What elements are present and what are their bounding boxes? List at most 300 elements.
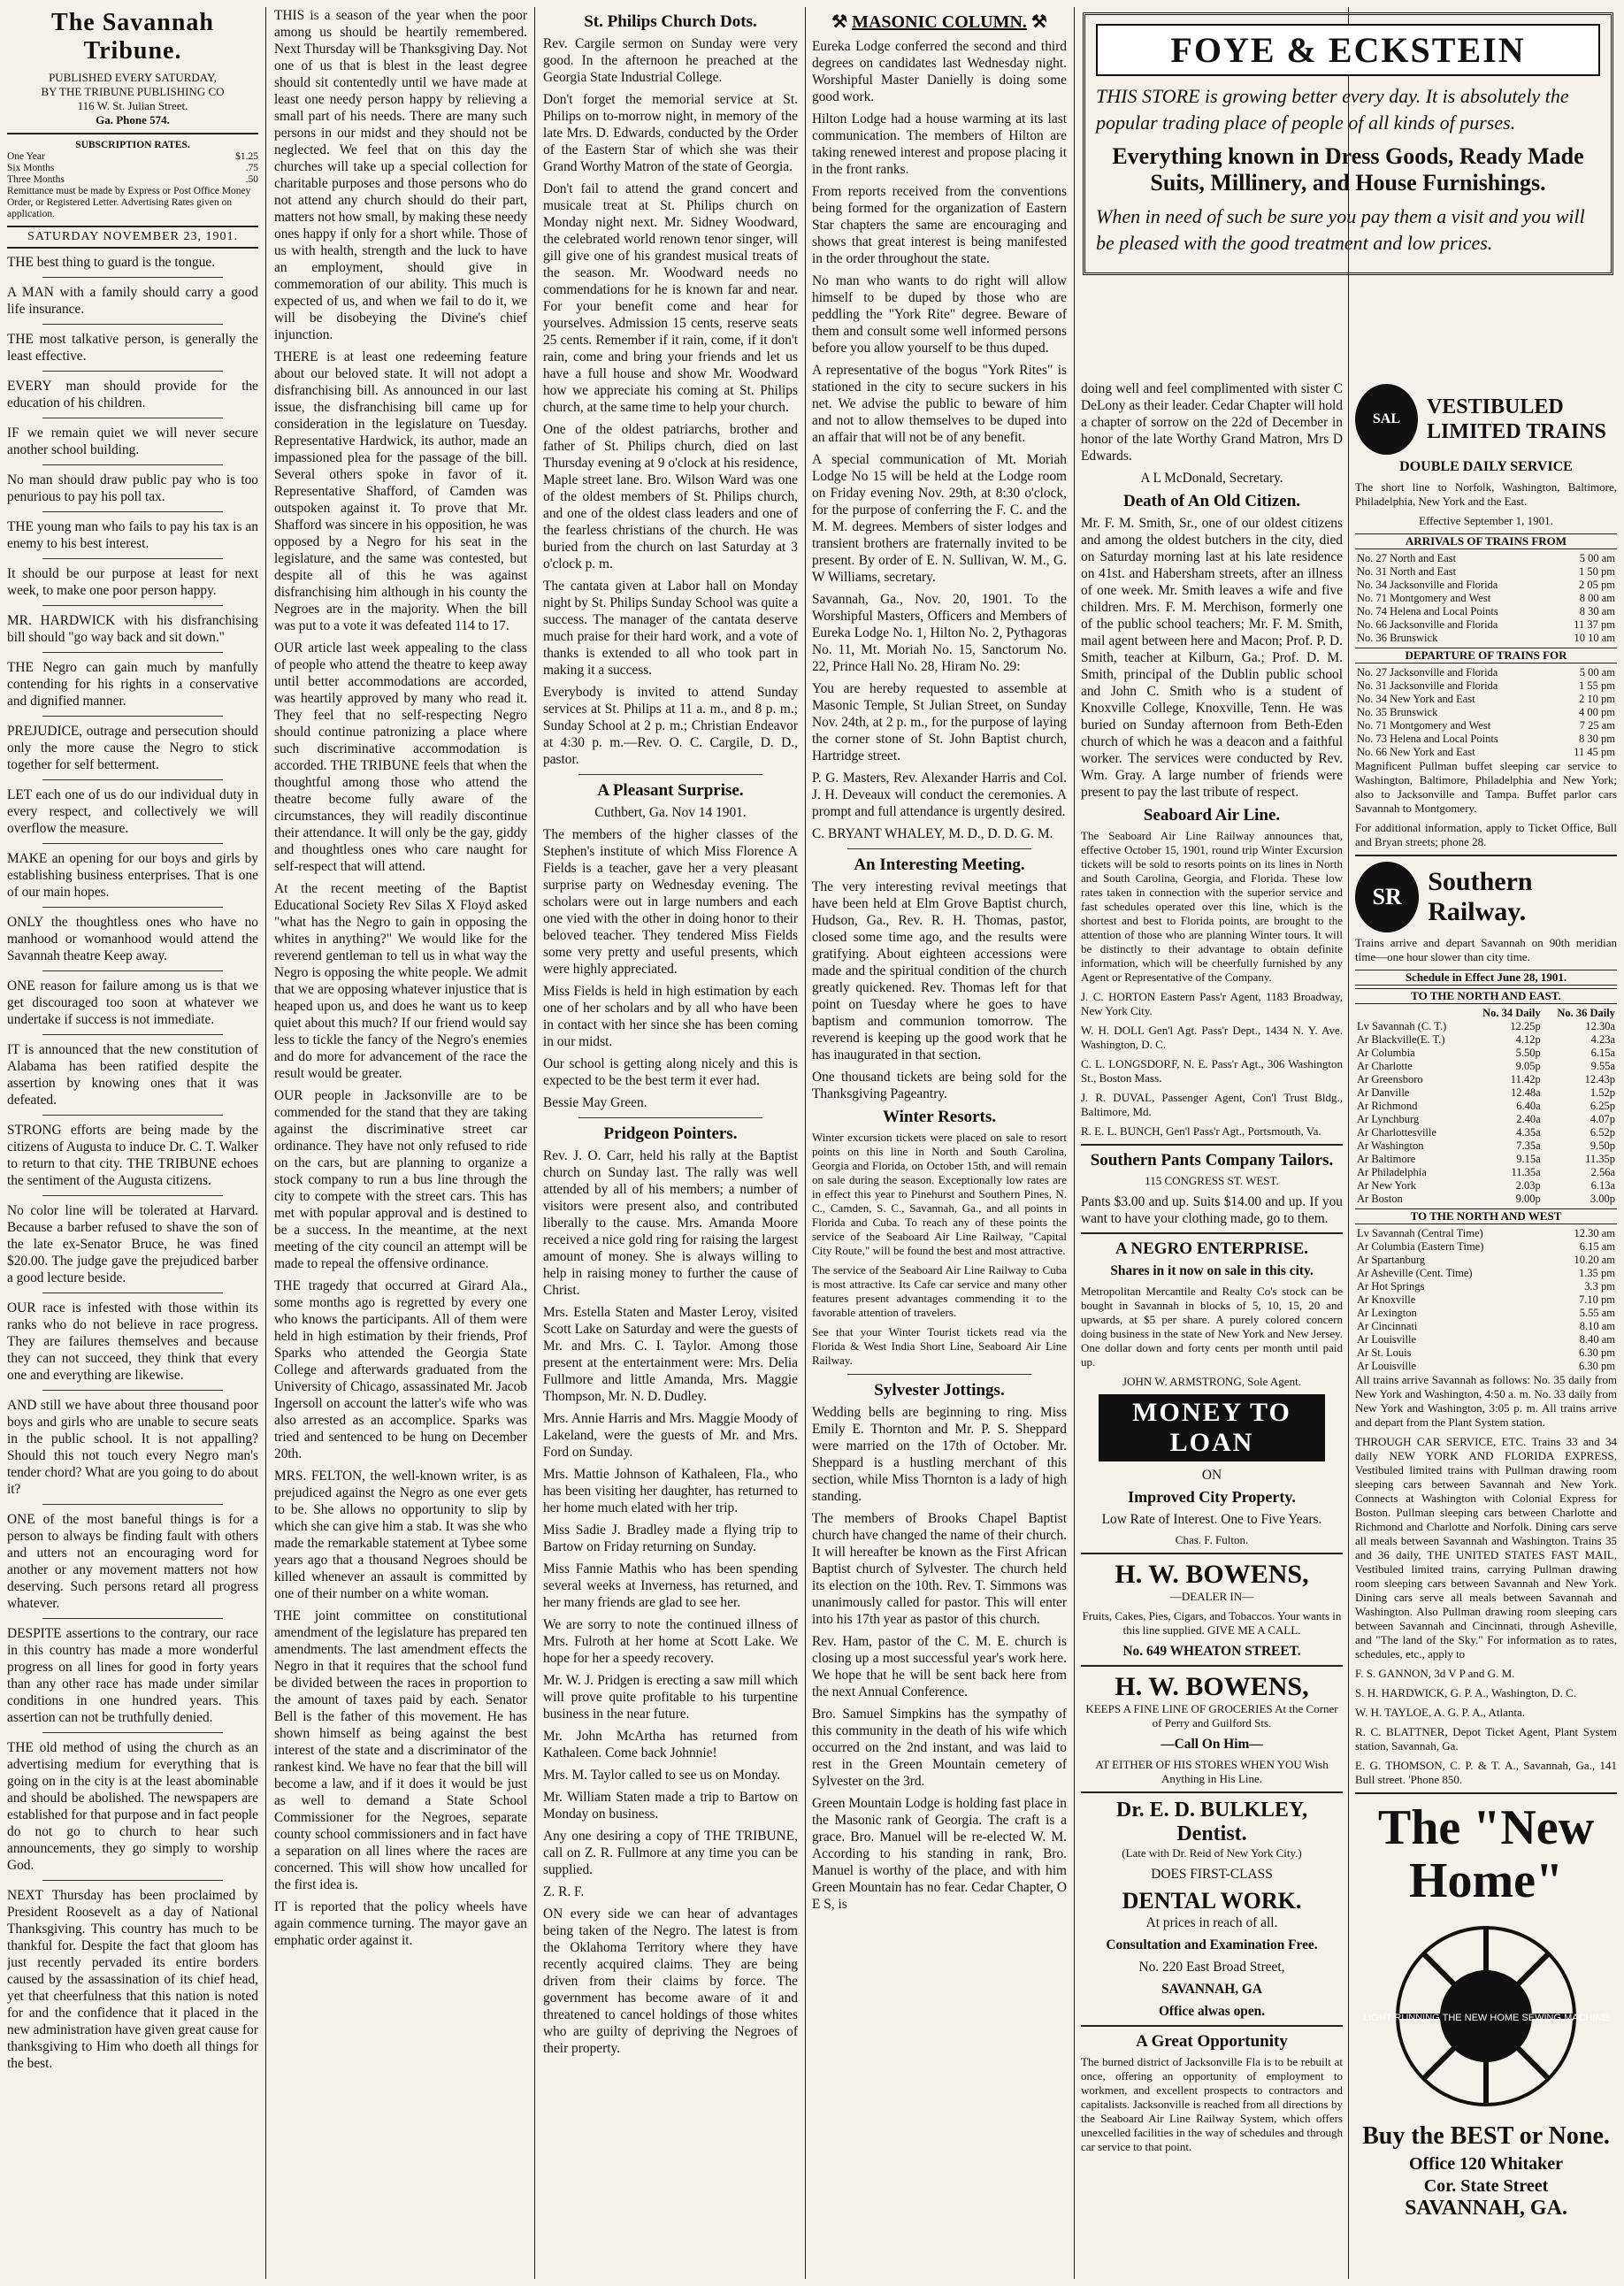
timetable-row bbox=[1355, 1254, 1617, 1267]
loan-property: Improved City Property. bbox=[1128, 1488, 1296, 1506]
timetable-station: Ar Hot Springs bbox=[1357, 1280, 1425, 1293]
pants-address: 115 CONGRESS ST. WEST. bbox=[1145, 1174, 1279, 1187]
timetable-station: No. 34 Jacksonville and Florida bbox=[1357, 579, 1498, 591]
editorial-paragraph: NEXT Thursday has been proclaimed by President Roosevelt as a day of National Thanksgiving. This country has much to be thankful for. Despite the fact that gloom has just recently pervaded its entire borders caused by the assassination of its chief head, yet that cheerfulness that this nation is noted for and the confidence that it placed in the new administration have given great cause for thanksgiving to Him who doeth all things for the best. bbox=[7, 1888, 258, 2071]
divider bbox=[1081, 1232, 1343, 1234]
article-paragraph: C. BRYANT WHALEY, M. D., D. D. G. M. bbox=[812, 826, 1053, 841]
timetable-time: 4.12p bbox=[1515, 1033, 1541, 1046]
heading-interesting-meeting: An Interesting Meeting. bbox=[854, 855, 1025, 874]
ad-line-2: Everything known in Dress Goods, Ready Made Suits, Millinery, and House Furnishings. bbox=[1112, 143, 1584, 196]
masonic-article bbox=[812, 38, 1067, 842]
pleasant-surprise-article bbox=[543, 826, 798, 1111]
timetable-station: Ar Baltimore bbox=[1357, 1153, 1416, 1165]
timetable-time: 10 10 am bbox=[1574, 632, 1615, 644]
article-paragraph: Don't fail to attend the grand concert and musicale treat at St. Philips church on Monday night next. Mr. Sidney Woodward, the celebrated world renown tenor singer, will gill give one of his grandest musical treats of the season. Mr. Woodward needs no commendations for he is known far and near. For your benefit come and hear for yourselves. Admission 15 cents, reserve seats 25 cents. Remember if it rain, come, if it don't rain, come and bring your friends and let us have a full house and show Mr. Woodward how we appreciate his coming at St. Philips church, at the same time to help your church. bbox=[543, 181, 798, 415]
divider bbox=[847, 1374, 1031, 1375]
divider bbox=[42, 779, 223, 780]
editorial-paragraphs bbox=[274, 7, 527, 1949]
double-daily: DOUBLE DAILY SERVICE bbox=[1399, 459, 1573, 474]
divider bbox=[7, 133, 258, 134]
editorial-paragraph: THE joint committee on constitutional amendment of the legislature has prepared ten amendments. The last amendment effects the Negro in that it requires that the school fund be divided between the races in proportion to the amount of taxes paid by each. Senator Bell is the father of this movement. He has shown himself as being against the best interest of the state and a discriminator of the rankest kind. We have no fear that the bill will become a law, and if it does it would be just as well to demand a State School Commissioner for the Negroes, separate county school commissioners and in fact have a separation on all lines where the races are concerned. This will show how uncalled for the first idea is. bbox=[274, 1608, 527, 1892]
timetable-time: 11 37 pm bbox=[1574, 618, 1615, 631]
seaboard-agents bbox=[1081, 990, 1343, 1139]
timetable-time: 10.20 am bbox=[1574, 1254, 1615, 1266]
timetable-station: No. 74 Helena and Local Points bbox=[1357, 605, 1498, 618]
editorial-paragraph: AND still we have about three thousand poor boys and girls who are unable to secure seats in the public school. It is not appalling? Should this not touch every Negro man's tender chord? What are you going to do about it? bbox=[7, 1398, 258, 1497]
timetable-station: No. 71 Montgomery and West bbox=[1357, 592, 1491, 604]
article-paragraph: Green Mountain Lodge is holding fast place in the Masonic rank of Georgia. The craft is a grace. Bro. Manuel will be re-elected W. M. According to his standing in rank, Bro. Manuel is worthy of the place, and with him Green Mountain has no fear. Cedar Chapter, O E S, is bbox=[812, 1796, 1067, 1912]
timetable-time: 8 30 pm bbox=[1579, 733, 1615, 745]
column-4 bbox=[812, 7, 1067, 2279]
article-paragraph: The cantata given at Labor hall on Monday night by St. Philips Sunday School was quite a success. The manager of the cantata deserve much praise for their hard work, and a vote of thanks is extended to all who took part in making it a success. bbox=[543, 579, 798, 678]
editorial-paragraph: OUR race is infested with those within its ranks who do not believe in race progress. They are failures themselves and because they can not succeed, they think that every one and everything are likewise. bbox=[7, 1300, 258, 1383]
timetable-time: 6.40a bbox=[1516, 1100, 1541, 1112]
article-paragraph: You are hereby requested to assemble at Masonic Temple, St Julian Street, on Sunday Nov. 24th, at 2 p. m., for the purpose of laying the corner stone of St. John Baptist church, Hartridge street. bbox=[812, 681, 1067, 763]
timetable-time: 11.35p bbox=[1585, 1153, 1615, 1165]
column-5 bbox=[1081, 380, 1343, 2279]
departures-heading: DEPARTURE OF TRAINS FOR bbox=[1355, 648, 1617, 664]
timetable-time: 1.52p bbox=[1590, 1086, 1615, 1099]
editorial-paragraph: OUR article last week appealing to the class of people who attend the theatre to keep away until better accommodations are accorded, was heartily approved by many who read it. They feel that no self-respecting Negro should continue patronizing a place where such discriminative accommodation is accorded. THE TRIBUNE feels that when the thoughtful among those who attend the theatre become fully aware of the circumstances, they will readily discontinue their attendance. It will only be the gay, giddy and thoughtless ones who care naught for self-respect that will attend. bbox=[274, 641, 527, 874]
editorial-paragraph: THE old method of using the church as an advertising medium for everything that is going on in the city is at the least abominable and should be abolished. The newspapers are established for that purpose and in fact people do not go to church to hear such announcements, they go simply to worship God. bbox=[7, 1740, 258, 1873]
pullman-text: Magnificent Pullman buffet sleeping car service to Washington, Baltimore, Philadelphia and New York; also to Jacksonville and Tampa. Buffet parlor cars Savannah to Montgomery. bbox=[1355, 759, 1617, 815]
timetable-row bbox=[1355, 1240, 1617, 1254]
west-heading: TO THE NORTH AND WEST bbox=[1355, 1208, 1617, 1224]
divider bbox=[42, 558, 223, 559]
timetable-station: Ar Asheville (Cent. Time) bbox=[1357, 1267, 1473, 1279]
article-paragraph: Mrs. M. Taylor called to see us on Monday. bbox=[543, 1768, 781, 1783]
timetable-station: Ar Charlotte bbox=[1357, 1060, 1413, 1072]
timetable-time: 1 55 pm bbox=[1579, 679, 1615, 692]
editorial-paragraph: A MAN with a family should carry a good life insurance. bbox=[7, 285, 258, 317]
agent-line: J. C. HORTON Eastern Pass'r Agent, 1183 Broadway, New York City. bbox=[1081, 990, 1343, 1017]
heading-pridgeon-pointers: Pridgeon Pointers. bbox=[603, 1124, 738, 1143]
divider bbox=[1355, 855, 1617, 856]
timetable-station: No. 27 Jacksonville and Florida bbox=[1357, 666, 1498, 679]
heading-st-philips: St. Philips Church Dots. bbox=[584, 12, 757, 31]
editorial-paragraph: THE tragedy that occurred at Girard Ala., some months ago is regretted by every one who knows the participants. All of them were held in high estimation by their friends, Prof Sparks who attended the Georgia State College and afterwards graduated from the University of Chicago, assassinated Mr. Jacob Ingersoll on account the latter's wife who was also arrested as an accomplice. Sparks was tried and sentenced to be hung on December 20th. bbox=[274, 1278, 527, 1461]
timetable-time: 12.48a bbox=[1511, 1086, 1541, 1099]
editorial-paragraph: MAKE an opening for our boys and girls by establishing business enterprises. That is one of our main hopes. bbox=[7, 851, 258, 900]
bowens-ad-2-call: —Call On Him— bbox=[1161, 1737, 1263, 1752]
article-paragraph: Mrs. Annie Harris and Mrs. Maggie Moody of Lakeland, were the guests of Mr. and Mrs. Ford on Sunday. bbox=[543, 1411, 798, 1460]
heading-seaboard: Seaboard Air Line. bbox=[1143, 806, 1281, 825]
article-paragraph: From reports received from the conventions being formed for the organization of Eastern Star chapters the same are encouraging and shows that great interest is being manifested in the order throughout the state. bbox=[812, 184, 1067, 266]
timetable-time: 2.03p bbox=[1515, 1179, 1541, 1192]
divider bbox=[42, 1390, 223, 1391]
timetable-row bbox=[1355, 746, 1617, 759]
editorial-paragraph: THERE is at least one redeeming feature about our beloved state. It will not adopt a disfranchising bill. As announced in our last issue, the disfranchising bill came up for consideration in the legislature on Tuesday. Representative Hardwick, its author, made an impassioned plea for the passage of the bill. Several others spoke in favor of it. Representative Shafford, of Camden was outspoken against it. To prove that Mr. Shafford was sincere in his opposition, he was opposed by a Negro for his seat in the legislature, and the same was contested, but despite all of this he was against disfranchising him although in his county the Negroes are in the majority. When the bill was put to a vote it was defeated 114 to 17. bbox=[274, 349, 527, 633]
timetable-time: 8 00 am bbox=[1579, 592, 1615, 604]
timetable-station: Ar New York bbox=[1357, 1179, 1417, 1192]
timetable-station: Ar Spartanburg bbox=[1357, 1254, 1426, 1266]
obituary-text: Mr. F. M. Smith, Sr., one of our oldest citizens and among the oldest butchers in the city, died on Saturday morning last at his late residence on 41st. and Habersham streets, after an illness of one week. Mr. Smith leaves a wife and five children. Mrs. F. M. Merchison, formerly one of the public school teachers; Mr. F. M. Smith, mail agent between here and Macon; Prof. P. D. Smith, teacher at Kilburn, Ga.; Prof. D. M. Smith, principal of the Dublin public school and John C. Smith who is a student of Knoxville College, Knoxville, Tenn. He was buried on Sunday afternoon from Beth-Eden church of which he was a deacon and a faithful worker. The services were conducted by Rev. Wm. Gray. A large number of friends were present to pay the last tribute of respect. bbox=[1081, 516, 1343, 800]
bulkley-does: DOES FIRST-CLASS bbox=[1151, 1867, 1273, 1882]
divider bbox=[42, 1504, 223, 1505]
article-paragraph: The members of the higher classes of the Stephen's institute of which Miss Florence A Fields is a teacher, gave her a very pleasant surprise party on Wednesday evening. The scholars were out in large numbers and each one vied with the other in doing honor to their beloved teacher. They tendered Miss Fields some very pretty and useful presents, which were highly appreciated. bbox=[543, 827, 798, 977]
column-2 bbox=[274, 7, 527, 2279]
column-6 bbox=[1355, 380, 1617, 2279]
timetable-time: 5 00 am bbox=[1579, 552, 1615, 564]
column-1 bbox=[7, 7, 258, 2279]
editorial-paragraph: ONLY the thoughtless ones who have no manhood or womanhood would attend the Savannah theatre Keep away. bbox=[7, 915, 258, 963]
editorial-paragraph: ONE reason for failure among us is that we get discouraged too soon at whatever we undertake if success is not immediate. bbox=[7, 978, 258, 1027]
timetable-time: 11.42p bbox=[1510, 1073, 1541, 1085]
timetable-time: 2 05 pm bbox=[1579, 579, 1615, 591]
seaboard-logo-icon: SAL bbox=[1355, 384, 1418, 455]
divider bbox=[42, 970, 223, 971]
bowens-ad-1-address: No. 649 WHEATON STREET. bbox=[1122, 1644, 1301, 1659]
timetable-row bbox=[1355, 1073, 1617, 1086]
editorial-paragraph: IT is announced that the new constitution of Alabama has been ratified despite the assertion by knowing ones that it was defeated. bbox=[7, 1042, 258, 1108]
editorial-paragraph: No man should draw public pay who is too penurious to pay his poll tax. bbox=[7, 472, 258, 504]
rate-row bbox=[7, 151, 258, 163]
timetable-time: 8.10 am bbox=[1579, 1320, 1615, 1332]
wheel-text: LIGHT RUNNING THE NEW HOME SEWING MACHINE bbox=[1363, 2013, 1609, 2023]
rate-price: .75 bbox=[245, 163, 258, 173]
southern-logo-icon: SR bbox=[1355, 862, 1419, 932]
rate-row bbox=[7, 174, 258, 186]
bowens-ad-1-text: Fruits, Cakes, Pies, Cigars, and Tobaccos. Your wants in this line supplied. GIVE ME A CALL. bbox=[1082, 1609, 1342, 1637]
timetable-station: No. 27 North and East bbox=[1357, 552, 1457, 564]
timetable-station: Ar Louisville bbox=[1357, 1360, 1417, 1372]
article-paragraph: Miss Fannie Mathis who has been spending several weeks at Inverness, has returned, and her many friends are glad to see her. bbox=[543, 1561, 798, 1610]
timetable-station: No. 73 Helena and Local Points bbox=[1357, 733, 1498, 745]
divider bbox=[42, 1195, 223, 1196]
bulkley-city: SAVANNAH, GA bbox=[1161, 1982, 1263, 1997]
timetable-row bbox=[1355, 618, 1617, 632]
loan-signature: Chas. F. Fulton. bbox=[1175, 1533, 1249, 1546]
pants-text: Pants $3.00 and up. Suits $14.00 and up. If you want to have your clothing made, go to them. bbox=[1081, 1194, 1343, 1226]
pridgeon-article bbox=[543, 1147, 798, 2057]
timetable-row bbox=[1355, 1193, 1617, 1206]
timetable-row bbox=[1355, 679, 1617, 693]
seaboard-intro: The short line to Norfolk, Washington, Baltimore, Philadelphia, New York and the East. bbox=[1355, 480, 1617, 508]
issue-date: SATURDAY NOVEMBER 23, 1901. bbox=[7, 226, 258, 249]
masonic-title: MASONIC COLUMN. bbox=[852, 12, 1027, 32]
divider bbox=[42, 605, 223, 606]
buy-best: Buy the BEST or None. bbox=[1362, 2122, 1610, 2150]
article-paragraph: One of the oldest patriarchs, brother and father of St. Philips church, died on last Thursday evening at 9 o'clock at his residence, Maple street lane. Bro. Wilson Ward was one of the oldest members of St. Philips church, and one of the oldest class leaders and one of the fearless christians of the church. He was buried from the church on last Saturday at 3 o'clock p. m. bbox=[543, 422, 798, 572]
bowens-ad-1-title: H. W. BOWENS, bbox=[1115, 1560, 1309, 1589]
money-to-loan-banner: MONEY TO LOAN bbox=[1099, 1394, 1325, 1461]
agent-line: R. C. BLATTNER, Depot Ticket Agent, Plant System station, Savannah, Ga. bbox=[1355, 1725, 1617, 1753]
heading-death-old-citizen: Death of An Old Citizen. bbox=[1122, 492, 1301, 510]
timetable-time: 11.35a bbox=[1511, 1166, 1541, 1178]
column-rule bbox=[1348, 7, 1349, 2279]
ad-line-1: THIS STORE is growing better every day. It is absolutely the popular trading place of people of all kinds of purses. bbox=[1096, 85, 1569, 134]
article-paragraph: The members of Brooks Chapel Baptist church have changed the name of their church. It will hereafter be known as the First African Baptist church of Sylvester. The church held its election on the 10th. Rev. T. Simmons was unanimously called for pastor. This will enter into his 17th year as pastor of this church. bbox=[812, 1511, 1067, 1627]
timetable-time: 1.35 pm bbox=[1579, 1267, 1615, 1279]
timetable-row bbox=[1355, 1100, 1617, 1113]
agent-line: F. S. GANNON, 3d V P and G. M. bbox=[1355, 1667, 1515, 1680]
timetable-time: 1 50 pm bbox=[1579, 565, 1615, 578]
timetable-row bbox=[1355, 632, 1617, 645]
editorial-paragraph: STRONG efforts are being made by the citizens of Augusta to induce Dr. C. T. Walker to return to that city. THE TRIBUNE echoes the sentiment of the Augusta citizens. bbox=[7, 1123, 258, 1188]
seaboard-header bbox=[1355, 384, 1617, 455]
column-rule bbox=[805, 7, 806, 2279]
timetable-row bbox=[1355, 706, 1617, 719]
timetable-time: 6.13a bbox=[1590, 1179, 1615, 1192]
southern-agents bbox=[1355, 1667, 1617, 1787]
timetable-time: 7 25 am bbox=[1579, 719, 1615, 732]
seaboard-text: The Seaboard Air Line Railway announces that, effective October 15, 1901, round trip Winter Excursion tickets will be sold to resorts points on its lines in North and South Carolina, Georgia, and Florida. These low rates taken in connection with the superior service and fast schedules operated over this line, which is the shortest and best to Florida points, are brought to the attention of those who are planning Winter tours. It will be distinctly to their advantage to obtain definite information, which will be cheerfully furnished by any Agent or Representative of the Company. bbox=[1081, 829, 1343, 984]
bowens-ad-1-dealer: —DEALER IN— bbox=[1169, 1590, 1254, 1603]
timetable-time: 9.00p bbox=[1515, 1193, 1541, 1205]
article-paragraph: The service of the Seaboard Air Line Railway to Cuba is most attractive. Its Cafe car service and many other features present advantages commending it to the favorable attention of travelers. bbox=[812, 1263, 1067, 1319]
article-paragraph: One thousand tickets are being sold for the Thanksgiving Pageantry. bbox=[812, 1070, 1067, 1101]
timetable-time: 12.30 am bbox=[1574, 1227, 1615, 1239]
article-paragraph: See that your Winter Tourist tickets read via the Florida & West India Short Line, Seaboard Air Line Railway. bbox=[812, 1325, 1067, 1367]
west-table bbox=[1355, 1227, 1617, 1373]
editorial-paragraph: DESPITE assertions to the contrary, our race in this country has made a more wonderful progress on all lines for good in forty years than any other race has made under similar conditions in one hundred years. This assertion can not be truthfully denied. bbox=[7, 1626, 258, 1725]
heading-pants-company: Southern Pants Company Tailors. bbox=[1090, 1151, 1334, 1170]
timetable-time: 2 10 pm bbox=[1579, 693, 1615, 705]
divider bbox=[42, 1880, 223, 1881]
article-paragraph: A representative of the bogus "York Rites" is stationed in the city to secure suckers in his net. We advise the public to beware of him and not to allow themselves to be duped into an affair that will not be of any benefit. bbox=[812, 363, 1067, 445]
southern-header bbox=[1355, 862, 1617, 932]
timetable-station: No. 35 Brunswick bbox=[1357, 706, 1438, 718]
editorial-paragraph: MRS. FELTON, the well-known writer, is as prejudiced against the Negro as one ever gets to be. She allows no opportunity to slip by which she can give him a stab. It was she who made the remarkable statement at Tybee some years ago that a thousand Negroes should be killed whenever an assault is committed by one of their number on a white woman. bbox=[274, 1469, 527, 1601]
divider bbox=[42, 371, 223, 372]
timetable-row bbox=[1355, 1346, 1617, 1360]
column-rule bbox=[265, 7, 266, 2279]
schedule-heading: TO THE NORTH AND EAST. bbox=[1355, 988, 1617, 1004]
agent-line: W. H. TAYLOE, A. G. P. A., Atlanta. bbox=[1355, 1706, 1526, 1719]
office-address: Office 120 Whitaker bbox=[1408, 2154, 1564, 2174]
timetable-row bbox=[1355, 733, 1617, 746]
timetable-row bbox=[1355, 1360, 1617, 1373]
loan-on: ON bbox=[1201, 1468, 1222, 1483]
divider bbox=[1081, 1553, 1343, 1554]
article-paragraph: Z. R. F. bbox=[543, 1884, 585, 1899]
schedule-table bbox=[1355, 1007, 1617, 1206]
article-paragraph: Everybody is invited to attend Sunday services at St. Philips at 11 a. m., and 8 p. m.; Sunday School at 2 p. m.; Christian Endeavor at 4:30 p. m.—Rev. O. C. Cargile, D. D., pastor. bbox=[543, 685, 798, 767]
timetable-time: 2.40a bbox=[1516, 1113, 1541, 1125]
timetable-station: Lv Savannah (C. T.) bbox=[1357, 1020, 1447, 1032]
masthead-phone: Ga. Phone 574. bbox=[96, 113, 170, 127]
subscription-rates bbox=[7, 140, 258, 220]
timetable-column-header: No. 34 Daily bbox=[1482, 1007, 1541, 1019]
timetable-time: 7.10 pm bbox=[1579, 1293, 1615, 1306]
article-paragraph: Savannah, Ga., Nov. 20, 1901. To the Worshipful Masters, Officers and Members of Eureka Lodge No. 1, Hilton No. 2, Pythagoras No. 11, Mt. Moriah No. 15, Sanctorum No. 22, Prince Hall No. 28, Hiram No. 29: bbox=[812, 592, 1067, 674]
article-paragraph: The very interesting revival meetings that have been held at Elm Grove Baptist church, Hudson, Ga., Rev. R. H. Thomas, pastor, closed some time ago, and the results were gratifying. About eighteen accessions were made and the spiritual condition of the church greatly quickened. Rev. Thomas left for that point on Tuesday where he goes to have baptism and communion tomorrow. The reverend is keeping up the good work that he has inaugurated in that section. bbox=[812, 879, 1067, 1062]
southern-note: All trains arrive Savannah as follows: No. 35 daily from New York and Washington, 4:50 a. m. No. 33 daily from New York and Washington, 3:05 p. m. All trains arrive and depart from the Plant System station. bbox=[1355, 1373, 1617, 1429]
editorial-paragraphs bbox=[7, 254, 258, 2072]
article-paragraph: Any one desiring a copy of THE TRIBUNE, call on Z. R. Fullmore at any time you can be supplied. bbox=[543, 1829, 798, 1877]
divider bbox=[42, 1732, 223, 1733]
ticket-info: For additional information, apply to Ticket Office, Bull and Bryan streets; phone 28. bbox=[1355, 821, 1617, 848]
timetable-time: 5.55 am bbox=[1579, 1307, 1615, 1319]
timetable-time: 7.35a bbox=[1516, 1139, 1541, 1152]
timetable-station: Ar Lexington bbox=[1357, 1307, 1417, 1319]
timetable-time: 11 45 pm bbox=[1574, 746, 1615, 758]
column-rule bbox=[534, 7, 535, 2279]
cedar-chapter-text: doing well and feel complimented with sister C DeLony as their leader. Cedar Chapter will hold a chapter of sorrow on the 22d of December in honor of the late Worthy Grand Matron, Mrs D Edwards. bbox=[1081, 381, 1343, 464]
timetable-station: No. 34 New York and East bbox=[1357, 693, 1475, 705]
bulkley-prices: At prices in reach of all. bbox=[1145, 1915, 1278, 1930]
divider bbox=[42, 716, 223, 717]
timetable-time: 9.15a bbox=[1516, 1153, 1541, 1165]
corner-street: Cor. State Street bbox=[1423, 2176, 1549, 2196]
timetable-time: 8 30 am bbox=[1579, 605, 1615, 618]
rate-term: Three Months bbox=[7, 174, 65, 185]
article-paragraph: Wedding bells are beginning to ring. Miss Emily E. Thornton and Mr. P. S. Sheppard were married on the 17th of October. Mr. Sheppard is a hustling merchant of this section, while Miss Thornton is a lady of high standing. bbox=[812, 1405, 1067, 1504]
timetable-time: 6.30 pm bbox=[1579, 1360, 1615, 1372]
enterprise-text: Metropolitan Mercantile and Realty Co's stock can be bought in Savannah in blocks of 5, 10, 15, 20 and upwards, at $5 per share. A purely colored concern doing business in the state of New York and New Jersey. One dollar down and forty cents per month until paid up. bbox=[1081, 1285, 1343, 1369]
timetable-station: Ar St. Louis bbox=[1357, 1346, 1412, 1359]
article-paragraph: Mr. William Staten made a trip to Bartow on Monday on business. bbox=[543, 1790, 798, 1822]
timetable-header bbox=[1355, 1007, 1617, 1020]
timetable-row bbox=[1355, 1060, 1617, 1073]
editorial-paragraph: THE Negro can gain much by manfully contending for his rights in a conservative and dignified manner. bbox=[7, 660, 258, 709]
article-paragraph: Winter excursion tickets were placed on sale to resort points on this line in North and South Carolina, Georgia and Florida, on October 15th, and will remain on sale during the season. Exceptionally low rates are in effect this year to Pinehurst and Southern Pines, N. C., Camden, S. C., Savannah, Ga., and all points in Florida and Cuba. To reach any of these points the service of the Seaboard Air Line Railway, "Capital City Route," will be found the best and most attractive. bbox=[812, 1131, 1067, 1257]
editorial-paragraph: EVERY man should provide for the education of his children. bbox=[7, 379, 258, 410]
southern-title: Southern Railway. bbox=[1428, 867, 1533, 926]
square-compass-icon: ⚒ bbox=[831, 12, 853, 32]
divider bbox=[847, 848, 1031, 849]
dateline: Cuthbert, Ga. Nov 14 1901. bbox=[594, 805, 747, 820]
timetable-column-header bbox=[1355, 1007, 1467, 1020]
article-paragraph: Hilton Lodge had a house warming at its last communication. The members of Hilton are taking renewed interest and propose placing it in the front ranks. bbox=[812, 111, 1067, 177]
timetable-station: Ar Philadelphia bbox=[1357, 1166, 1427, 1178]
editorial-paragraph: OUR people in Jacksonville are to be commended for the stand that they are taking against the discriminative street car ordinance. They have not only refused to ride on the cars, but are planning to organize a stock company to run a bus line through the city to compete with the street cars. This has met with popular approval and is destined to be a success. In the meantime, at the next meeting of the city council an attempt will be made to repeal the offensive ordinance. bbox=[274, 1088, 527, 1271]
timetable-station: Ar Charlottesville bbox=[1357, 1126, 1436, 1139]
new-home-title: The "New Home" bbox=[1377, 1800, 1595, 1908]
article-paragraph: Bro. Samuel Simpkins has the sympathy of this community in the death of his wife which occurred on the 2nd instant, and was laid to rest in the Green Mountain cemetery of Sylvester on the 3rd. bbox=[812, 1707, 1067, 1789]
timetable-row bbox=[1355, 552, 1617, 565]
timetable-station: No. 66 Jacksonville and Florida bbox=[1357, 618, 1498, 631]
divider bbox=[42, 1618, 223, 1619]
timetable-row bbox=[1355, 666, 1617, 679]
article-paragraph: Rev. Cargile sermon on Sunday were very good. In the afternoon he preached at the Georgia State Industrial College. bbox=[543, 36, 798, 85]
article-paragraph: Bessie May Green. bbox=[543, 1095, 647, 1110]
timetable-time: 6.15 am bbox=[1579, 1240, 1615, 1253]
editorial-paragraph: IT is reported that the policy wheels have again commence turning. The mayor gave an emphatic order against it. bbox=[274, 1899, 527, 1948]
ad-border bbox=[1083, 12, 1613, 275]
article-paragraph: Mrs. Estella Staten and Master Leroy, visited Scott Lake on Saturday and were the guests of Mr. and Mrs. C. I. Taylor. Among those present at the entertainment were: Mrs. Delia Fullmore and little Amanda, Mrs. Maggie Thompson, Mr. N. D. Dudley. bbox=[543, 1305, 798, 1404]
timetable-station: Lv Savannah (Central Time) bbox=[1357, 1227, 1483, 1239]
rate-term: One Year bbox=[7, 151, 45, 162]
timetable-time: 6.25p bbox=[1590, 1100, 1615, 1112]
divider bbox=[42, 843, 223, 844]
editorial-paragraph: ONE of the most baneful things is for a person to always be finding fault with others and utters not an encouraging word for another or any movement matters not how deserving. Such persons retard all progress whatever. bbox=[7, 1512, 258, 1611]
editorial-paragraph: THE most talkative person, is generally the least effective. bbox=[7, 332, 258, 364]
timetable-time: 3.00p bbox=[1590, 1193, 1615, 1205]
bowens-ad-2-footer: AT EITHER OF HIS STORES WHEN YOU Wish Anything in His Line. bbox=[1095, 1758, 1329, 1785]
divider bbox=[42, 277, 223, 278]
editorial-paragraph: At the recent meeting of the Baptist Educational Society Rev Silas X Floyd asked "what has the Negro to gain in opposing the whites in anything?" We would like for the reverend gentleman to tell us in what way the Negro is opposing the white people. We admit that we are opposing whatever injustice that is heaped upon us, and does he want us to keep quiet about this much? If our friend would say less to tickle the fancy of the Negro's enemies and do more for advancement of the race the result would be greater. bbox=[274, 881, 527, 1081]
divider bbox=[42, 324, 223, 325]
enterprise-sub: Shares in it now on sale in this city. bbox=[1110, 1263, 1314, 1278]
editorial-paragraph: THIS is a season of the year when the poor among us should be heartily remembered. Next Thursday will be Thanksgiving Day. Not one of us that is blest in the least degree should sit contentedly until we have made at least one needy person happy by relieving a small part of his needs. There are many such persons in our midst and they should not be neglected. We feel that on this day the churches will take up a special collection for charitable purposes and those persons who do not attend any church should do their part, matters not how small, by making these needy ones happy if only for a short while. Those of us with health, strength and the luck to have an employment, should give in commemoration of our ability. This much is expected of us, and when we fail to do it, we will be disobeying the Divine's chief injunction. bbox=[274, 8, 527, 342]
article-paragraph: Mr. W. J. Pridgen is erecting a saw mill which will prove quite profitable to his turpentine business in the near future. bbox=[543, 1673, 798, 1722]
article-paragraph: Rev. Ham, pastor of the C. M. E. church is closing up a most successful year's work here. We hope that he will be sent back here from the next Annual Conference. bbox=[812, 1634, 1067, 1699]
bulkley-late: (Late with Dr. Reid of New York City.) bbox=[1122, 1846, 1302, 1860]
timetable-station: Ar Cincinnati bbox=[1357, 1320, 1418, 1332]
divider bbox=[42, 464, 223, 465]
bowens-ad-2-text: KEEPS A FINE LINE OF GROCERIES At the Corner of Perry and Guilford Sts. bbox=[1085, 1702, 1338, 1730]
editorial-paragraph: THE best thing to guard is the tongue. bbox=[7, 255, 216, 270]
through-car-text: THROUGH CAR SERVICE, ETC. Trains 33 and 34 daily NEW YORK AND FLORIDA EXPRESS, Vestibuled limited trains with Pullman drawing room sleeping cars between Savannah and New York. Connects at Washington with Colonial Express for Boston. Pullman sleeping cars between Charlotte and Richmond and Charlotte and Norfolk. Dining cars serve all meals between Savannah and Washington. Trains 35 and 36 daily, THE UNITED STATES FAST MAIL, Vestibuled limited trains, carrying Pullman drawing room sleeping cars between Savannah and New York. Dining cars serve all meals between Savannah and Washington. Also Pullman drawing room sleeping cars between Savannah and Cincinnati, through Asheville, and "The land of the Sky." For information as to rates, schedules, etc., apply to bbox=[1355, 1435, 1617, 1661]
timetable-station: Ar Richmond bbox=[1357, 1100, 1418, 1112]
divider bbox=[42, 511, 223, 512]
departures-table bbox=[1355, 666, 1617, 759]
article-paragraph: Don't forget the memorial service at St. Philips on to-morrow night, in memory of the late Mrs. D. Edwards, conducted by the Order of the Eastern Star of which she was their Grand Worthy Matron of the state of Georgia. bbox=[543, 92, 798, 174]
bowens-ad-2-title: H. W. BOWENS, bbox=[1115, 1672, 1309, 1701]
divider bbox=[1081, 1144, 1343, 1146]
editorial-paragraph: It should be our purpose at least for next week, to make one poor person happy. bbox=[7, 566, 258, 598]
timetable-station: No. 36 Brunswick bbox=[1357, 632, 1438, 644]
timetable-row bbox=[1355, 1020, 1617, 1033]
divider bbox=[1081, 2025, 1343, 2027]
bulkley-title: Dr. E. D. BULKLEY, Dentist. bbox=[1115, 1799, 1308, 1845]
masthead-publisher: BY THE TRIBUNE PUBLISHING CO bbox=[41, 85, 225, 98]
signature: A L McDonald, Secretary. bbox=[1140, 471, 1283, 486]
column-3 bbox=[543, 7, 798, 2279]
timetable-station: No. 66 New York and East bbox=[1357, 746, 1475, 758]
effective-date: Effective September 1, 1901. bbox=[1419, 514, 1553, 527]
article-paragraph: A special communication of Mt. Moriah Lodge No 15 will be held at the Lodge room on Friday evening Nov. 29th, at 8:30 o'clock, for the purpose of conferring the F. C. and the M. M. degrees. Members of sister lodges and transient brothers are fraternally invited to be present. By order of E. N. Sullivan, W. M., G. W Williams, secretary. bbox=[812, 452, 1067, 585]
ad-title: FOYE & ECKSTEIN bbox=[1096, 24, 1600, 76]
timetable-station: Ar Washington bbox=[1357, 1139, 1424, 1152]
timetable-row bbox=[1355, 1179, 1617, 1193]
masthead-title: The Savannah Tribune. bbox=[51, 9, 214, 65]
article-paragraph: ON every side we can hear of advantages being taken of the Negro. The latest is from the Oklahoma Territory where they have recently acquired claims. They are being driven from their claims by force. The government has become aware of it and threatened to cancel holdings of those whites who are guilty of depriving the Negroes of their property. bbox=[543, 1906, 798, 2056]
loan-rate: Low Rate of Interest. One to Five Years. bbox=[1101, 1512, 1322, 1527]
timetable-row bbox=[1355, 1086, 1617, 1100]
timetable-time: 4 00 pm bbox=[1579, 706, 1615, 718]
timetable-time: 2.56a bbox=[1590, 1166, 1615, 1178]
masthead-address: 116 W. St. Julian Street. bbox=[77, 99, 188, 112]
timetable-row bbox=[1355, 1113, 1617, 1126]
divider bbox=[1355, 1792, 1617, 1794]
agent-line: R. E. L. BUNCH, Gen'l Pass'r Agt., Portsmouth, Va. bbox=[1081, 1124, 1321, 1138]
agent-line: J. R. DUVAL, Passenger Agent, Con'l Trust Bldg., Baltimore, Md. bbox=[1081, 1091, 1343, 1118]
timetable-row bbox=[1355, 1267, 1617, 1280]
agent-line: C. L. LONGSDORF, N. E. Pass'r Agt., 306 Washington St., Boston Mass. bbox=[1081, 1057, 1343, 1085]
masthead-published: PUBLISHED EVERY SATURDAY, bbox=[49, 71, 217, 84]
sylvester-article bbox=[812, 1404, 1067, 1913]
timetable-row bbox=[1355, 579, 1617, 592]
timetable-row bbox=[1355, 1307, 1617, 1320]
timetable-station: No. 31 North and East bbox=[1357, 565, 1457, 578]
agent-line: W. H. DOLL Gen'l Agt. Pass'r Dept., 1434 N. Y. Ave. Washington, D. C. bbox=[1081, 1024, 1343, 1051]
timetable-time: 4.07p bbox=[1590, 1113, 1615, 1125]
timetable-row bbox=[1355, 1153, 1617, 1166]
bulkley-open: Office alwas open. bbox=[1158, 2004, 1266, 2019]
schedule-effective: Schedule in Effect June 28, 1901. bbox=[1355, 970, 1617, 986]
timetable-row bbox=[1355, 1333, 1617, 1346]
timetable-time: 9.55a bbox=[1590, 1060, 1615, 1072]
rate-row bbox=[7, 163, 258, 174]
timetable-time: 4.23a bbox=[1590, 1033, 1615, 1046]
column-rule bbox=[1074, 7, 1075, 2279]
editorial-paragraph: No color line will be tolerated at Harvard. Because a barber refused to shave the son of the late ex-Senator Bruce, he was fined $20.00. The judge gave the prejudiced barber a good lecture beside. bbox=[7, 1203, 258, 1285]
article-paragraph: We are sorry to note the continued illness of Mrs. Fulroth at her home at Scott Lake. We hope for her a speedy recovery. bbox=[543, 1617, 798, 1666]
editorial-paragraph: IF we remain quiet we will never secure another school building. bbox=[7, 426, 258, 457]
timetable-time: 12.30a bbox=[1585, 1020, 1615, 1032]
timetable-time: 6.15a bbox=[1590, 1047, 1615, 1059]
timetable-time: 4.35a bbox=[1516, 1126, 1541, 1139]
timetable-station: Ar Blackville(E. T.) bbox=[1357, 1033, 1445, 1046]
article-paragraph: P. G. Masters, Rev. Alexander Harris and Col. J. H. Deveaux will conduct the ceremonies. A prompt and full attendance is urgently desired. bbox=[812, 771, 1067, 819]
timetable-time: 6.30 pm bbox=[1579, 1346, 1615, 1359]
timetable-row bbox=[1355, 693, 1617, 706]
timetable-station: Ar Boston bbox=[1357, 1193, 1403, 1205]
heading-negro-enterprise: A NEGRO ENTERPRISE. bbox=[1115, 1239, 1309, 1258]
divider bbox=[42, 652, 223, 653]
